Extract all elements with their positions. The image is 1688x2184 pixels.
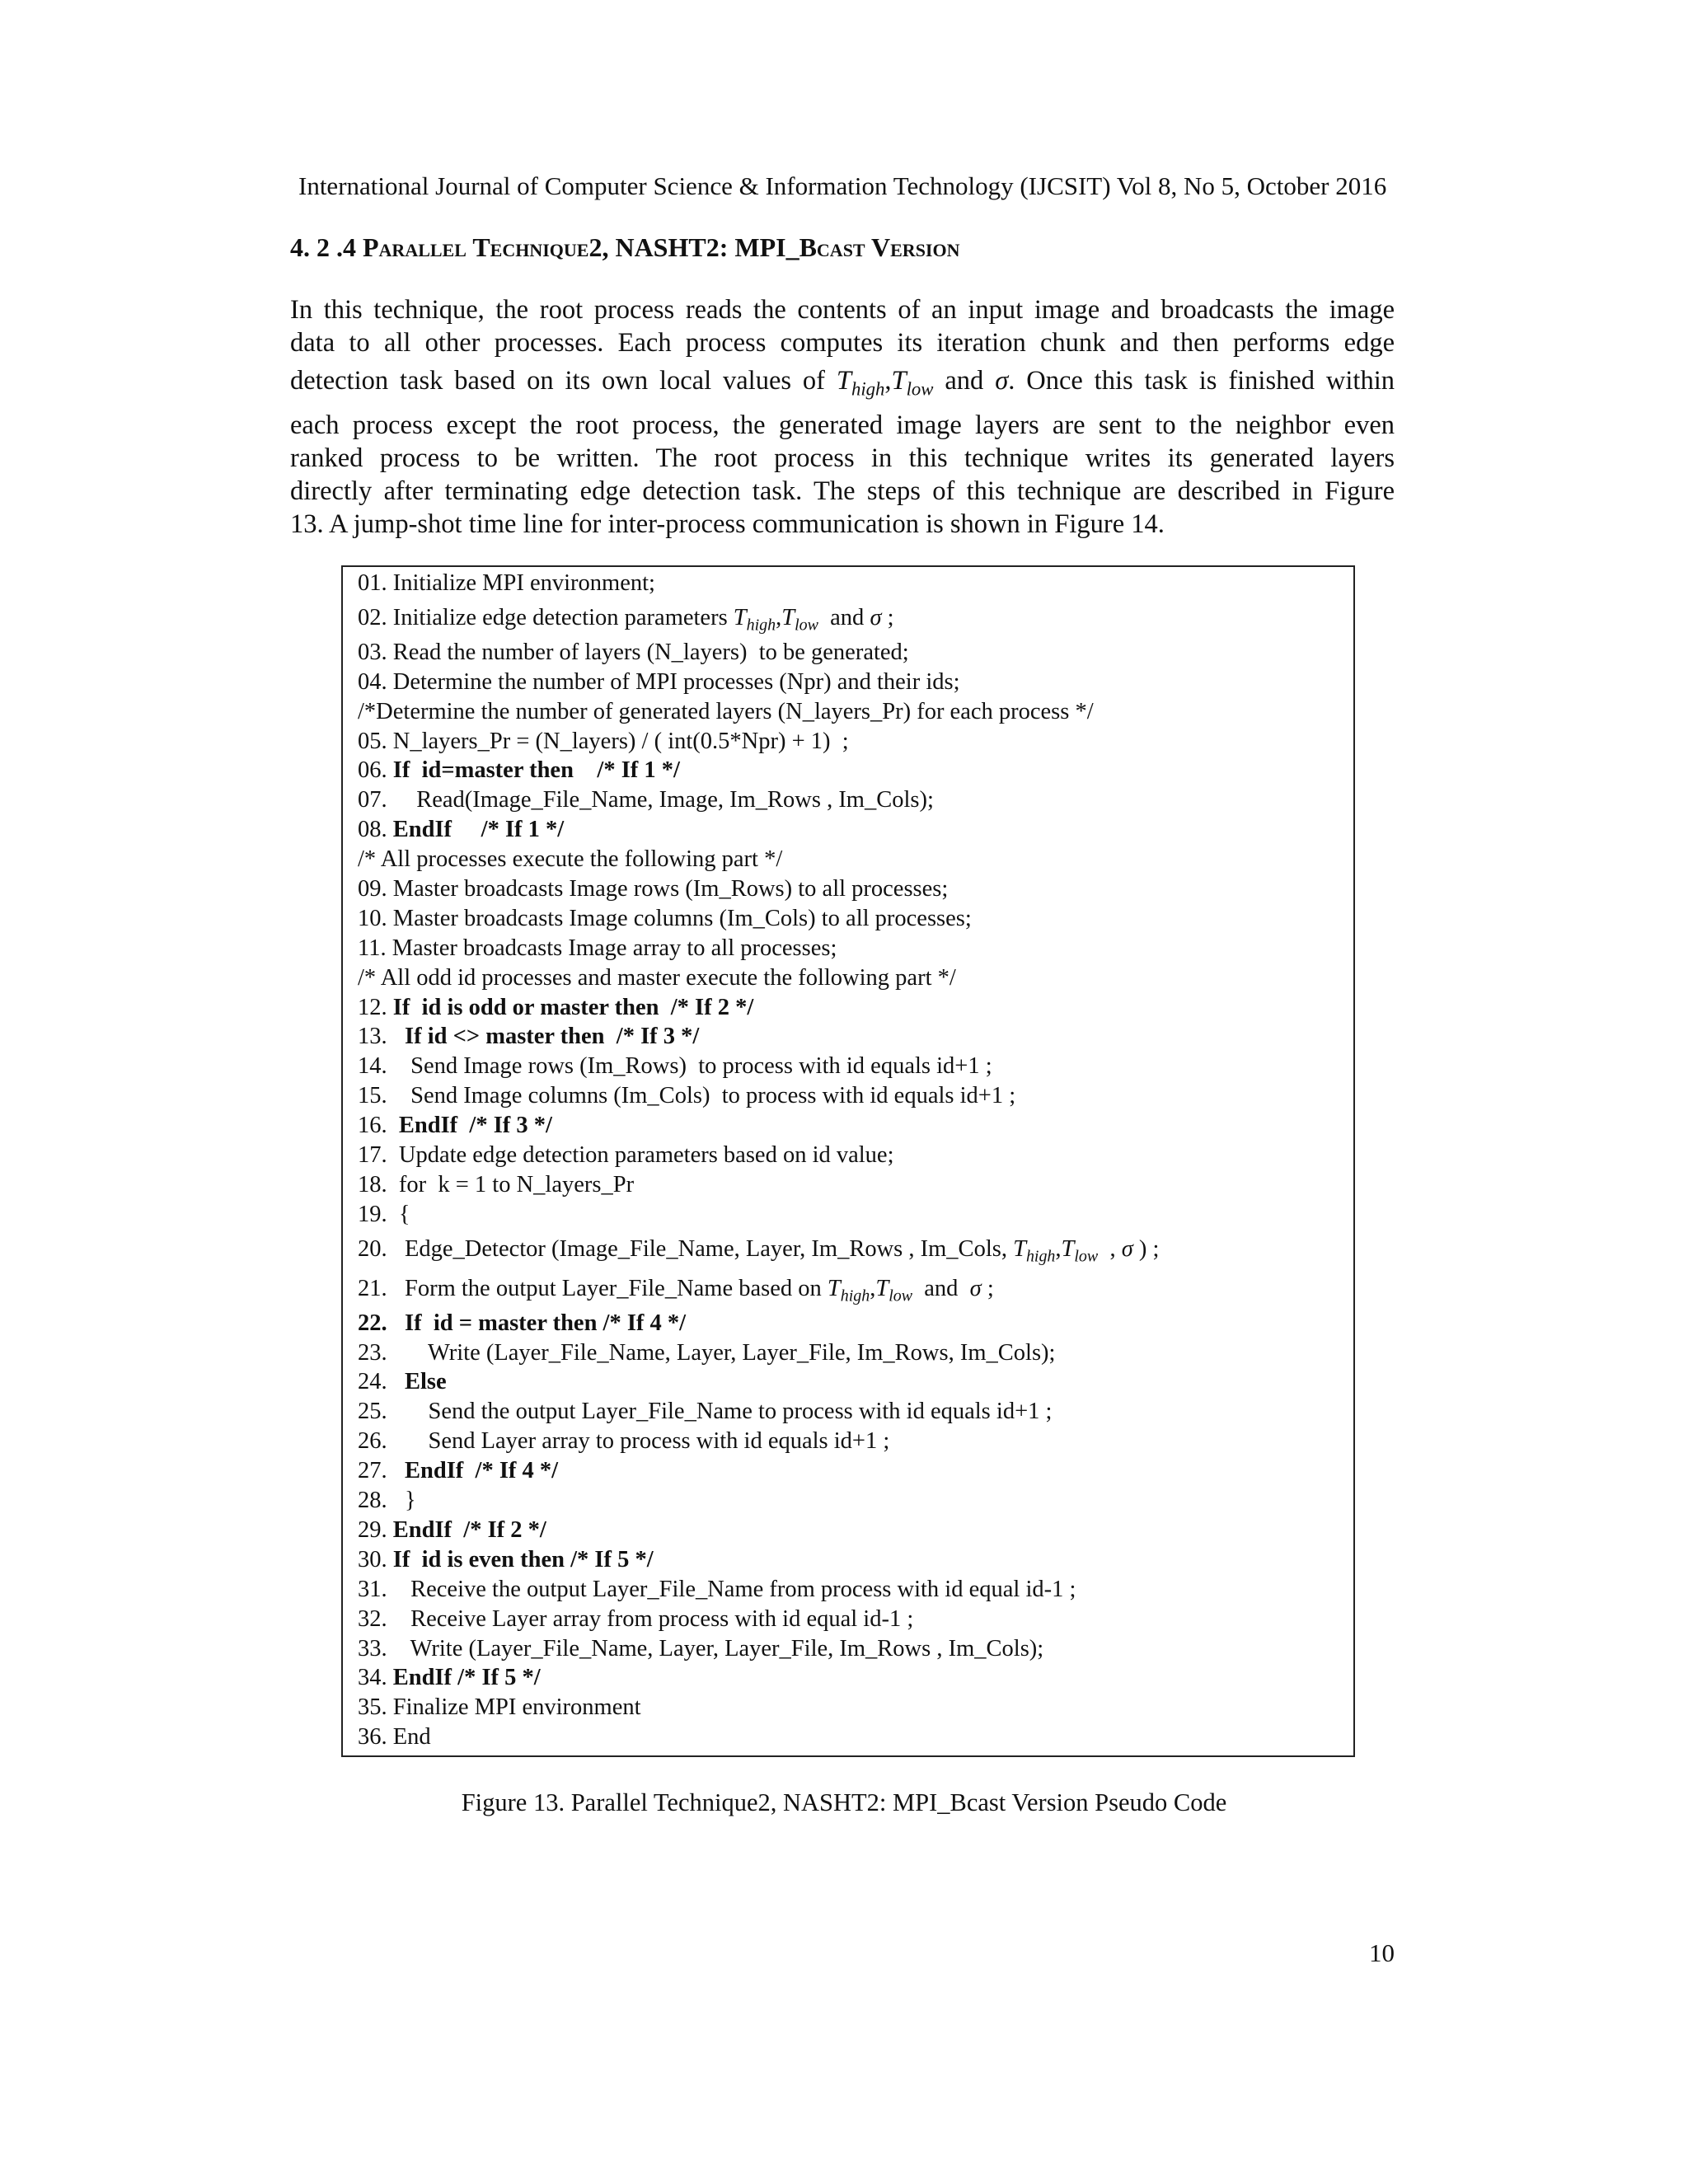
code-line: 04. Determine the number of MPI processes (Npr) and their ids;	[358, 668, 960, 695]
code-line	[358, 1516, 1345, 1545]
code-text: ;	[981, 1275, 994, 1301]
code-line: 35. Finalize MPI environment	[358, 1694, 641, 1721]
code-text: 20. Edge_Detector (Image_File_Name, Layer, Im_Rows , Im_Cols,	[358, 1235, 1014, 1262]
code-line: 19. {	[358, 1201, 410, 1227]
code-keyword: EndIf /* If 3 */	[398, 1113, 552, 1139]
code-line	[358, 1663, 1345, 1693]
code-line	[358, 1230, 1345, 1269]
subscript-low: low	[1074, 1247, 1099, 1266]
body-text: and	[933, 366, 996, 396]
code-comment: /*Determine the number of generated layers (N_layers_Pr) for each process */	[358, 698, 1094, 724]
subscript-low: low	[906, 378, 934, 400]
code-line: 07. Read(Image_File_Name, Image, Im_Rows , Im_Cols);	[358, 787, 934, 813]
body-line: In this technique, the root process reads the contents of an input image and broadcasts the image	[290, 295, 1395, 325]
figure-caption: Figure 13. Parallel Technique2, NASHT2: MPI_Bcast Version Pseudo Code	[461, 1788, 1227, 1816]
code-line	[358, 1456, 1345, 1486]
code-keyword: If id is even then /* If 5 */	[392, 1546, 654, 1572]
code-keyword: EndIf /* If 4 */	[405, 1458, 559, 1484]
sigma-symbol: σ	[870, 604, 882, 630]
code-text: 02. Initialize edge detection parameters	[358, 604, 734, 630]
line-number: 08.	[358, 817, 393, 843]
comma: ,	[776, 604, 782, 630]
journal-header: International Journal of Computer Science & Information Technology (IJCSIT) Vol 8, No 5, October 2016	[298, 171, 1387, 200]
body-text: detection task based on its own local values of	[290, 366, 837, 396]
sigma-symbol: σ	[969, 1275, 982, 1301]
code-line	[358, 1309, 1345, 1338]
subscript-high: high	[746, 616, 776, 635]
code-text: and	[818, 604, 870, 630]
body-line: directly after terminating edge detection task. The steps of this technique are described in Figure	[290, 476, 1395, 507]
line-number: 27.	[358, 1458, 405, 1484]
line-number: 34.	[358, 1665, 393, 1691]
comma: ,	[884, 366, 892, 396]
code-line	[358, 993, 1345, 1023]
page-number: 10	[1369, 1938, 1395, 1967]
code-text: ) ;	[1132, 1235, 1160, 1262]
t-symbol: T	[836, 366, 851, 396]
body-paragraph	[290, 293, 1395, 541]
code-line: 33. Write (Layer_File_Name, Layer, Layer_File, Im_Rows , Im_Cols);	[358, 1635, 1044, 1661]
code-text: ,	[1098, 1235, 1122, 1262]
comma: ,	[870, 1275, 876, 1301]
line-number: 12.	[358, 994, 393, 1020]
pseudo-code	[358, 569, 1345, 1752]
comma: ,	[1055, 1235, 1062, 1262]
subscript-high: high	[851, 378, 885, 400]
code-keyword: Else	[405, 1369, 447, 1395]
code-line	[358, 815, 1345, 845]
t-symbol: T	[733, 604, 747, 630]
code-line: 11. Master broadcasts Image array to all processes;	[358, 935, 837, 961]
sigma-symbol: σ	[1121, 1235, 1133, 1262]
code-keyword: EndIf /* If 5 */	[392, 1665, 541, 1691]
line-number: 06.	[358, 757, 393, 784]
code-line: 10. Master broadcasts Image columns (Im_Cols) to all processes;	[358, 905, 972, 931]
code-keyword: If id is odd or master then /* If 2 */	[392, 994, 754, 1020]
sigma-symbol: σ	[995, 366, 1009, 396]
code-line: 15. Send Image columns (Im_Cols) to process with id equals id+1 ;	[358, 1083, 1016, 1109]
code-line	[358, 1269, 1345, 1309]
code-text: 21. Form the output Layer_File_Name based on	[358, 1275, 828, 1301]
body-line: each process except the root process, the generated image layers are sent to the neighbor even	[290, 410, 1395, 441]
t-symbol: T	[1061, 1235, 1075, 1262]
t-symbol: T	[891, 366, 907, 396]
line-number: 24.	[358, 1369, 405, 1395]
subscript-high: high	[840, 1286, 870, 1305]
body-line: 13. A jump-shot time line for inter-process communication is shown in Figure 14.	[290, 509, 1165, 540]
code-line	[358, 1022, 1345, 1052]
body-line	[290, 364, 1395, 405]
code-line: 14. Send Image rows (Im_Rows) to process with id equals id+1 ;	[358, 1053, 992, 1080]
line-number: 16.	[358, 1113, 399, 1139]
code-line	[358, 756, 1345, 785]
t-symbol: T	[1013, 1235, 1026, 1262]
code-keyword: EndIf /* If 1 */	[392, 817, 565, 843]
code-line	[358, 1111, 1345, 1141]
code-line: 09. Master broadcasts Image rows (Im_Rows) to all processes;	[358, 876, 949, 902]
code-line: 03. Read the number of layers (N_layers) to be generated;	[358, 639, 909, 665]
code-keyword: EndIf /* If 2 */	[392, 1516, 546, 1543]
subscript-high: high	[1025, 1247, 1056, 1266]
code-line: 01. Initialize MPI environment;	[358, 570, 655, 596]
code-line: 26. Send Layer array to process with id equals id+1 ;	[358, 1428, 890, 1455]
code-text: and	[912, 1275, 970, 1301]
code-line: 18. for k = 1 to N_layers_Pr	[358, 1171, 635, 1197]
line-number: 30.	[358, 1546, 393, 1572]
code-line	[358, 598, 1345, 638]
code-keyword: If id=master then /* If 1 */	[392, 757, 680, 784]
code-keyword: If id <> master then /* If 3 */	[405, 1024, 700, 1050]
pseudo-code-box	[341, 565, 1355, 1757]
code-line: 36. End	[358, 1724, 431, 1750]
code-comment: /* All odd id processes and master execute the following part */	[358, 964, 956, 991]
code-line: 23. Write (Layer_File_Name, Layer, Layer_File, Im_Rows, Im_Cols);	[358, 1339, 1056, 1366]
code-keyword: 22. If id = master then /* If 4 */	[358, 1310, 687, 1336]
code-line: 28. }	[358, 1488, 416, 1514]
code-text: ;	[881, 604, 894, 630]
code-line: 25. Send the output Layer_File_Name to process with id equals id+1 ;	[358, 1399, 1053, 1425]
code-line: 32. Receive Layer array from process with id equal id-1 ;	[358, 1605, 914, 1632]
code-line: 05. N_layers_Pr = (N_layers) / ( int(0.5*Npr) + 1) ;	[358, 728, 849, 754]
t-symbol: T	[827, 1275, 841, 1301]
body-line: ranked process to be written. The root process in this technique writes its generated layers	[290, 443, 1395, 474]
code-line	[358, 1367, 1345, 1397]
body-text: . Once this task is finished within	[1008, 366, 1395, 396]
t-symbol: T	[875, 1275, 889, 1301]
code-line: 17. Update edge detection parameters based on id value;	[358, 1142, 894, 1169]
section-title: 4. 2 .4 Parallel Technique2, NASHT2: MPI_Bcast Version	[290, 232, 960, 262]
subscript-low: low	[889, 1286, 912, 1305]
body-line: data to all other processes. Each process computes its iteration chunk and then performs edge	[290, 328, 1395, 358]
subscript-low: low	[795, 616, 818, 635]
t-symbol: T	[781, 604, 795, 630]
code-comment: /* All processes execute the following part */	[358, 846, 783, 873]
code-line: 31. Receive the output Layer_File_Name from process with id equal id-1 ;	[358, 1576, 1076, 1602]
line-number: 29.	[358, 1516, 393, 1543]
line-number: 13.	[358, 1024, 405, 1050]
code-line	[358, 1545, 1345, 1575]
